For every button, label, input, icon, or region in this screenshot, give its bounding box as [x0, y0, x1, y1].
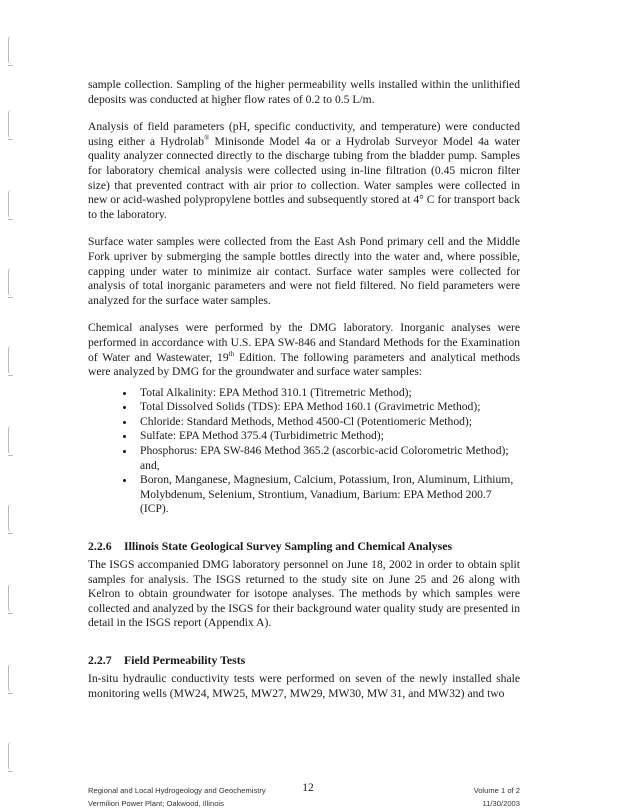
paragraph-isgs: The ISGS accompanied DMG laboratory personnel on June 18, 2002 in order to obtain split samples for analysis. The ISGS returned to the study site on June 25 and 26 along with Kelron to obtain groundwater for isotope analyses. The methods by which samples were collected and analyzed by the ISGS for their background water quality study are presented in detail in the ISGS report (Appendix A). [88, 558, 520, 630]
list-item: • Sulfate: EPA Method 375.4 (Turbidimetric Method); [136, 429, 520, 444]
footer-date: 11/30/2003 [482, 799, 520, 808]
paragraph-text: Minisonde Model 4a or a Hydrolab Surveyor Model 4a water quality analyzer connected directly to the discharge tubing from the bladder pump. Samples for laboratory chemical analysis were collected using in-line filtration (0.45 micron filter size) that prevented contract with air prior to collection. Water samples were collected in new or acid-washed polypropylene bottles and subsequently stored at 4° C for transport back to the laboratory. [88, 134, 520, 221]
paragraph-chemical-analyses [88, 321, 520, 379]
list-item: • Total Alkalinity: EPA Method 310.1 (Titremetric Method); [136, 386, 520, 401]
footer-site: Vermilion Power Plant; Oakwood, Illinois [88, 799, 224, 808]
section-heading-permeability [88, 653, 520, 668]
list-item: • Phosphorus: EPA SW-846 Method 365.2 (ascorbic-acid Colorometric Method); and, [136, 444, 520, 473]
binder-tab [8, 110, 23, 138]
binder-tab [8, 664, 23, 692]
page-number: 12 [302, 782, 314, 794]
binder-tab [8, 584, 23, 612]
method-list [88, 386, 520, 517]
paragraph-surface-water: Surface water samples were collected from the East Ash Pond primary cell and the Middle Fork upriver by submerging the sample bottles directly into the water and, where possible, capping under water to minimize air contact. Surface water samples were collected for analysis of total inorganic parameters and were not field filtered. No field parameters were analyzed for the surface water samples. [88, 235, 520, 307]
binder-tab [8, 190, 23, 218]
list-item: • Boron, Manganese, Magnesium, Calcium, Potassium, Iron, Aluminum, Lithium, Molybdenum, Selenium, Strontium, Vanadium, Barium: EPA Method 200.7 (ICP). [136, 473, 520, 517]
binder-tab [8, 268, 23, 296]
binder-tab [8, 504, 23, 532]
footer-volume: Volume 1 of 2 [473, 786, 520, 795]
paragraph-text: Edition. The following parameters and analytical methods were analyzed by DMG for the groundwater and surface water samples: [88, 350, 520, 379]
binder-tab [8, 346, 23, 374]
binder-tabs [0, 0, 28, 800]
binder-tab [8, 742, 23, 770]
list-item: • Total Dissolved Solids (TDS): EPA Method 160.1 (Gravimetric Method); [136, 400, 520, 415]
section-heading-isgs [88, 539, 520, 554]
section-title: Field Permeability Tests [124, 653, 246, 667]
paragraph-text: Chemical analyses were performed by the DMG laboratory. Inorganic analyses were performed in accordance with U.S. EPA SW-846 and Standard Methods for the Examination of Water and Wastewater, 19 [88, 321, 520, 364]
footer-right [474, 784, 520, 810]
list-item: • Chloride: Standard Methods, Method 4500-Cl (Potentiomeric Method); [136, 415, 520, 430]
section-title: Illinois State Geological Survey Sampling and Chemical Analyses [124, 539, 453, 554]
binder-tab [8, 36, 23, 64]
ordinal-suffix: th [228, 349, 235, 358]
paragraph-sample-collection: sample collection. Sampling of the higher permeability wells installed within the unlithified deposits was conducted at higher flow rates of 0.2 to 0.5 L/m. [88, 78, 520, 106]
footer-left [88, 784, 266, 810]
binder-tab [8, 426, 23, 454]
document-body [88, 78, 520, 714]
paragraph-text: Analysis of field parameters (pH, specific conductivity, and temperature) were conducted using either a Hydrolab [88, 120, 520, 148]
footer-report-title: Regional and Local Hydrogeology and Geochemistry [88, 786, 266, 795]
section-number: 2.2.6 [88, 539, 112, 554]
registered-mark: ® [204, 133, 210, 142]
paragraph-field-parameters [88, 120, 520, 222]
section-number: 2.2.7 [88, 653, 112, 667]
paragraph-permeability: In-situ hydraulic conductivity tests were performed on seven of the newly installed shale monitoring wells (MW24, MW25, MW27, MW29, MW30, MW 31, and MW32) and two [88, 672, 520, 700]
